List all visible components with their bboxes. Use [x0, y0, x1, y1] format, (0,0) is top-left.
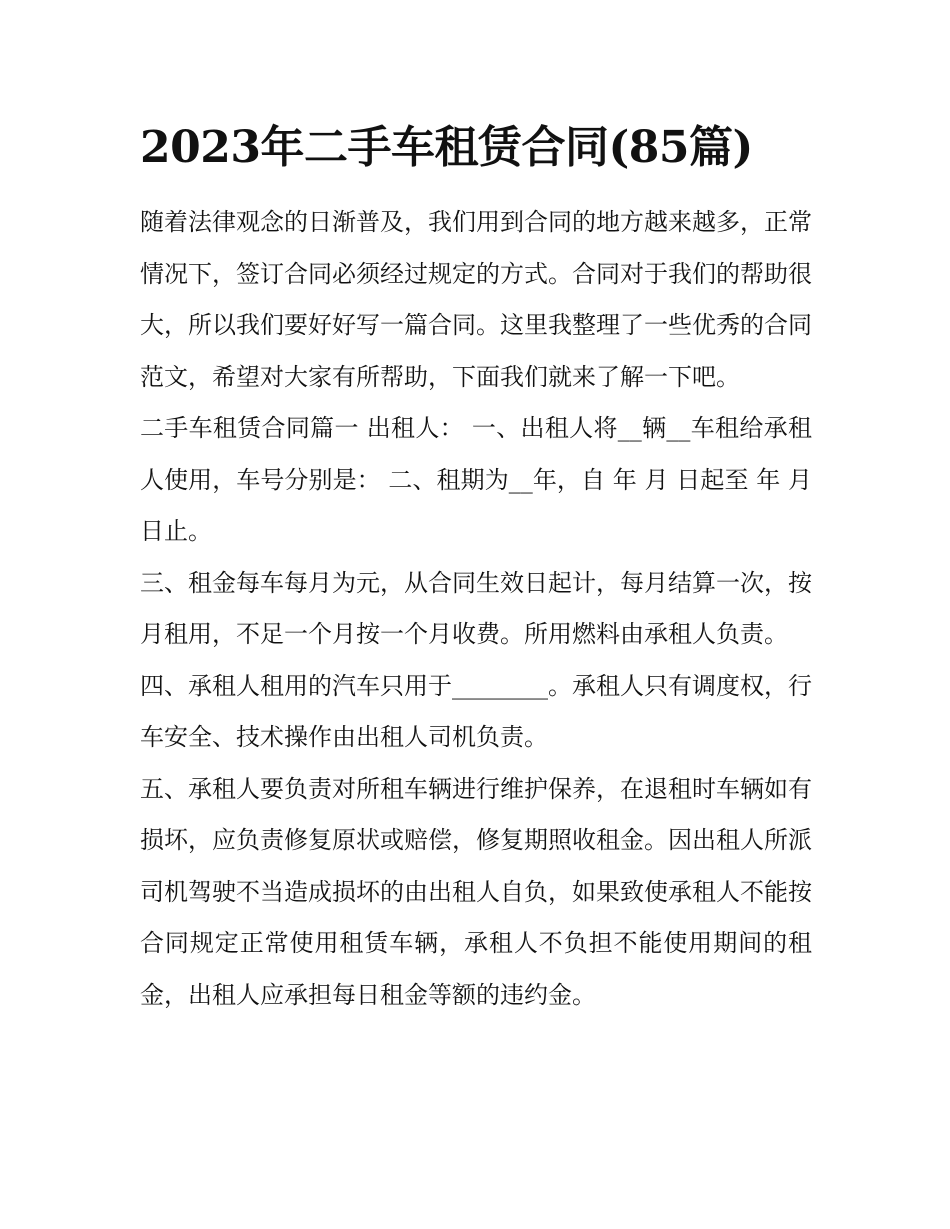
paragraph-clause-3: 三、租金每车每月为元，从合同生效日起计，每月结算一次，按月租用，不足一个月按一个月收费。所用燃料由承租人负责。 — [140, 568, 812, 648]
paragraph-clause-1-2: 二手车租赁合同篇一 出租人： 一、出租人将__辆__车租给承租人使用，车号分别是： 二、租期为__年，自 年 月 日起至 年 月 日止。 — [140, 414, 812, 545]
document-body — [140, 197, 812, 1021]
paragraph-intro: 随着法律观念的日渐普及，我们用到合同的地方越来越多，正常情况下，签订合同必须经过规定的方式。合同对于我们的帮助很大，所以我们要好好写一篇合同。这里我整理了一些优秀的合同范文，希望对大家有所帮助，下面我们就来了解一下吧。 — [140, 208, 812, 391]
paragraph-clause-5: 五、承租人要负责对所租车辆进行维护保养，在退租时车辆如有损坏，应负责修复原状或赔偿，修复期照收租金。因出租人所派司机驾驶不当造成损坏的由出租人自负，如果致使承租人不能按合同规定正常使用租赁车辆，承租人不负担不能使用期间的租金，出租人应承担每日租金等额的违约金。 — [140, 774, 812, 1009]
paragraph-clause-4: 四、承租人租用的汽车只用于________。承租人只有调度权，行车安全、技术操作由出租人司机负责。 — [140, 671, 812, 751]
page-title: 2023年二手车租赁合同(85篇) — [140, 122, 753, 173]
